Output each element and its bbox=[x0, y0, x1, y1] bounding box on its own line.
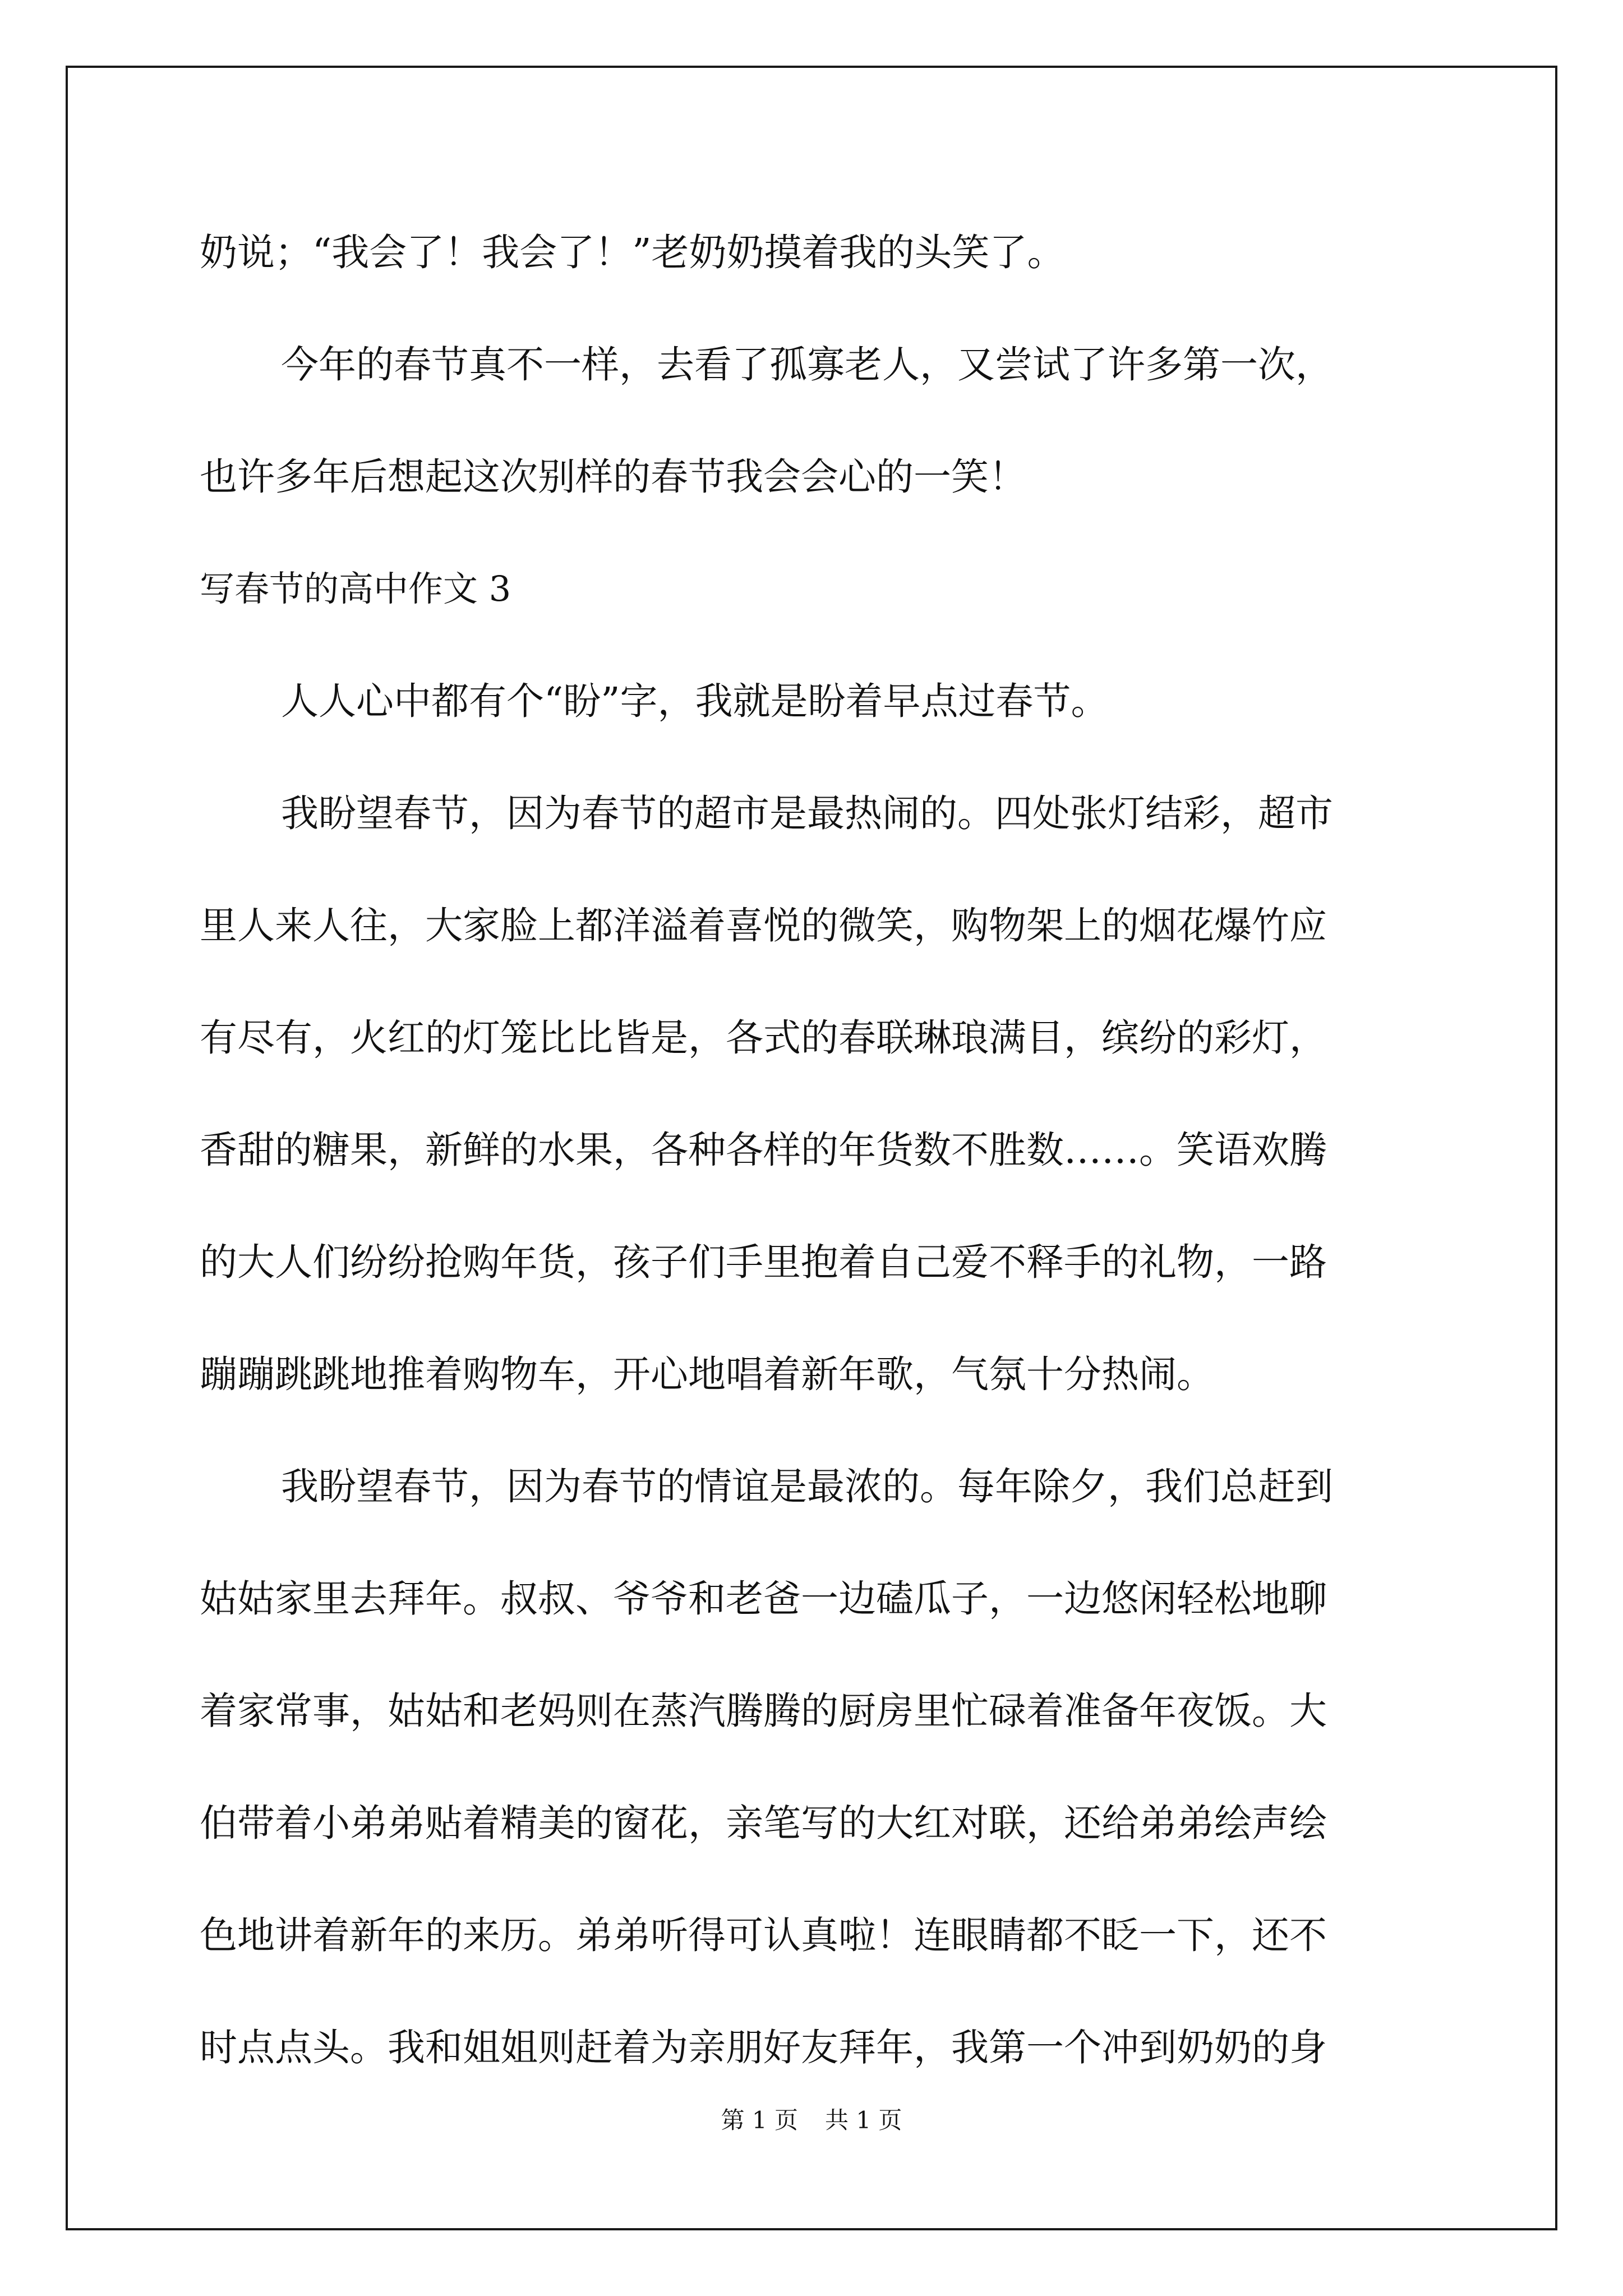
text-line: 着家常事，姑姑和老妈则在蒸汽腾腾的厨房里忙碌着准备年夜饭。大 bbox=[200, 1689, 1327, 1733]
text-line: 奶说；“我会了！我会了！”老奶奶摸着我的头笑了。 bbox=[200, 231, 1065, 274]
text-line: 姑姑家里去拜年。叔叔、爷爷和老爸一边磕瓜子，一边悠闲轻松地聊 bbox=[200, 1577, 1327, 1621]
text-line: 有尽有，火红的灯笼比比皆是，各式的春联琳琅满目，缤纷的彩灯， bbox=[200, 1016, 1327, 1060]
text-line: 香甜的糖果，新鲜的水果，各种各样的年货数不胜数……。笑语欢腾 bbox=[200, 1128, 1327, 1172]
text-line: 时点点头。我和姐姐则赶着为亲朋好友拜年，我第一个冲到奶奶的身 bbox=[200, 2026, 1327, 2069]
text-line: 也许多年后想起这次别样的春节我会会心的一笑！ bbox=[200, 455, 1026, 499]
page-footer bbox=[0, 2104, 1623, 2137]
text-line: 蹦蹦跳跳地推着购物车，开心地唱着新年歌，气氛十分热闹。 bbox=[200, 1352, 1214, 1396]
text-line: 的大人们纷纷抢购年货，孩子们手里抱着自己爱不释手的礼物，一路 bbox=[200, 1240, 1327, 1284]
document-body bbox=[200, 208, 1428, 2115]
page-total: 共 1 页 bbox=[825, 2106, 902, 2134]
text-line: 色地讲着新年的来历。弟弟听得可认真啦！连眼睛都不眨一下，还不 bbox=[200, 1913, 1327, 1957]
text-line: 伯带着小弟弟贴着精美的窗花，亲笔写的大红对联，还给弟弟绘声绘 bbox=[200, 1801, 1327, 1845]
text-line: 今年的春节真不一样，去看了孤寡老人，又尝试了许多第一次， bbox=[281, 343, 1333, 386]
page-number: 第 1 页 bbox=[721, 2106, 798, 2134]
section-heading: 写春节的高中作文 3 bbox=[200, 568, 511, 609]
text-line: 里人来人往，大家脸上都洋溢着喜悦的微笑，购物架上的烟花爆竹应 bbox=[200, 904, 1327, 947]
text-line: 人人心中都有个“盼”字，我就是盼着早点过春节。 bbox=[281, 679, 1109, 723]
text-line: 我盼望春节，因为春节的情谊是最浓的。每年除夕，我们总赶到 bbox=[281, 1465, 1333, 1508]
text-line: 我盼望春节，因为春节的超市是最热闹的。四处张灯结彩，超市 bbox=[281, 792, 1333, 835]
